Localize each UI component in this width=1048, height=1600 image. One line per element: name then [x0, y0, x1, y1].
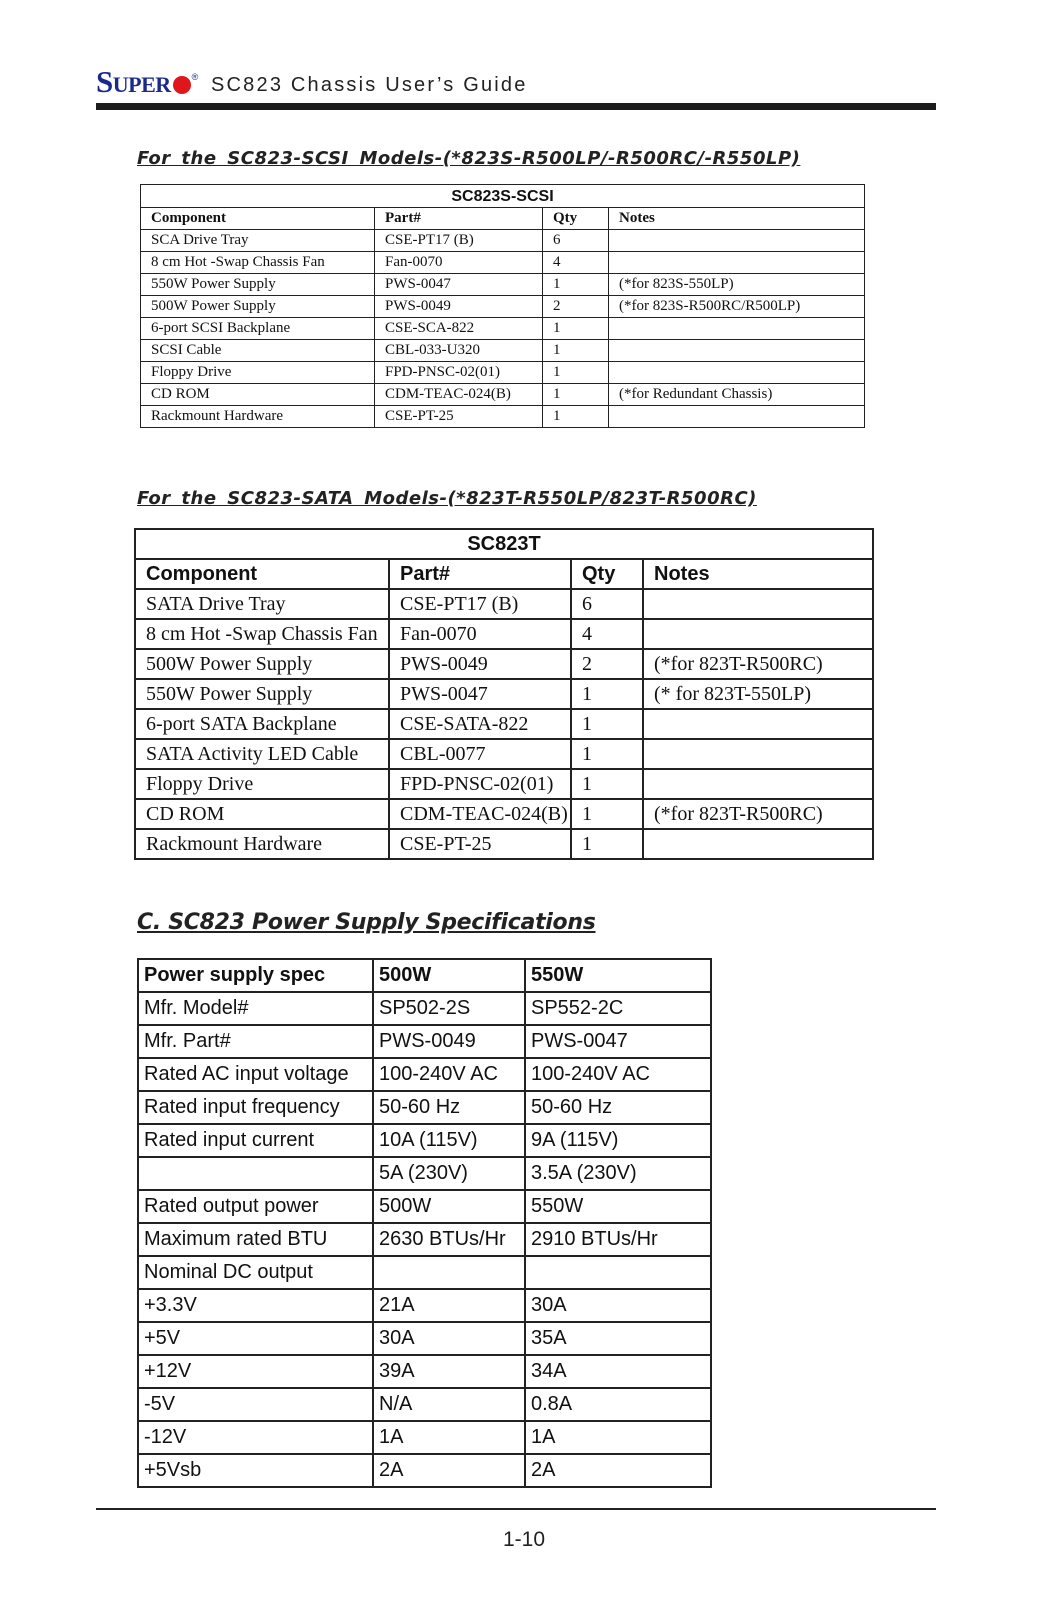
table-caption: SC823T	[135, 529, 873, 559]
table-row	[135, 769, 873, 799]
table-cell: (* for 823T-550LP)	[643, 679, 873, 709]
table-cell: Floppy Drive	[141, 362, 375, 384]
table-cell: CD ROM	[141, 384, 375, 406]
table-cell: SATA Activity LED Cable	[135, 739, 389, 769]
table-row	[138, 1355, 711, 1388]
column-header: Component	[135, 559, 389, 589]
power-spec-heading: C. SC823 Power Supply Specifications	[137, 910, 596, 935]
table-cell: 10A (115V)	[373, 1124, 525, 1157]
table-row	[138, 1124, 711, 1157]
table-cell: 2	[543, 296, 609, 318]
table-row	[138, 1157, 711, 1190]
table-cell: 30A	[525, 1289, 711, 1322]
table-row	[138, 1289, 711, 1322]
table-cell	[643, 739, 873, 769]
table-cell: PWS-0047	[375, 274, 543, 296]
page-header	[96, 66, 936, 106]
column-header: Notes	[643, 559, 873, 589]
table-cell	[373, 1256, 525, 1289]
table-cell: 1	[571, 769, 643, 799]
table-header-row	[138, 959, 711, 992]
table-cell: FPD-PNSC-02(01)	[389, 769, 571, 799]
table-cell: CSE-SATA-822	[389, 709, 571, 739]
table-cell: 100-240V AC	[373, 1058, 525, 1091]
column-header: Power supply spec	[138, 959, 373, 992]
header-rule	[96, 103, 936, 110]
table-cell: Fan-0070	[375, 252, 543, 274]
table-row	[141, 318, 865, 340]
table-cell: 1	[571, 709, 643, 739]
table-cell: 2630 BTUs/Hr	[373, 1223, 525, 1256]
table-cell: SP552-2C	[525, 992, 711, 1025]
table-cell: 1	[543, 384, 609, 406]
table-cell: Rated input frequency	[138, 1091, 373, 1124]
scsi-parts-table	[140, 184, 865, 428]
table-cell: +3.3V	[138, 1289, 373, 1322]
table-cell: CSE-PT17 (B)	[375, 230, 543, 252]
table-cell: Nominal DC output	[138, 1256, 373, 1289]
column-header: Part#	[375, 208, 543, 230]
table-row	[138, 992, 711, 1025]
table-cell: 1A	[373, 1421, 525, 1454]
scsi-section-heading: For the SC823-SCSI Models-(*823S-R500LP/-R500RC/-R550LP)	[137, 148, 801, 169]
column-header: Component	[141, 208, 375, 230]
table-row	[138, 1454, 711, 1487]
table-cell: 6-port SATA Backplane	[135, 709, 389, 739]
table-cell: 550W	[525, 1190, 711, 1223]
table-row	[135, 649, 873, 679]
table-cell: 1	[543, 362, 609, 384]
table-cell: CBL-033-U320	[375, 340, 543, 362]
table-cell: (*for 823T-R500RC)	[643, 649, 873, 679]
table-row	[138, 1256, 711, 1289]
table-row	[138, 1190, 711, 1223]
table-cell: (*for 823T-R500RC)	[643, 799, 873, 829]
table-cell: CSE-PT-25	[375, 406, 543, 428]
table-row	[138, 1025, 711, 1058]
table-cell	[609, 406, 865, 428]
table-row	[141, 384, 865, 406]
table-cell: 6-port SCSI Backplane	[141, 318, 375, 340]
table-row	[135, 679, 873, 709]
table-cell: (*for 823S-R500RC/R500LP)	[609, 296, 865, 318]
table-cell: PWS-0047	[389, 679, 571, 709]
table-cell: 6	[571, 589, 643, 619]
table-cell: +12V	[138, 1355, 373, 1388]
table-cell: -12V	[138, 1421, 373, 1454]
table-cell	[609, 252, 865, 274]
table-cell: Fan-0070	[389, 619, 571, 649]
table-header-row	[135, 559, 873, 589]
table-cell: CSE-PT17 (B)	[389, 589, 571, 619]
table-row	[135, 709, 873, 739]
table-cell: 50-60 Hz	[373, 1091, 525, 1124]
table-cell	[609, 362, 865, 384]
table-row	[141, 362, 865, 384]
table-cell: 5A (230V)	[373, 1157, 525, 1190]
table-cell: 2A	[373, 1454, 525, 1487]
table-cell: Mfr. Model#	[138, 992, 373, 1025]
table-cell: SP502-2S	[373, 992, 525, 1025]
table-row	[138, 1322, 711, 1355]
table-cell: (*for 823S-550LP)	[609, 274, 865, 296]
table-header-row	[141, 208, 865, 230]
table-row	[141, 252, 865, 274]
table-row	[138, 1223, 711, 1256]
table-cell: CSE-SCA-822	[375, 318, 543, 340]
table-cell: 1	[571, 829, 643, 859]
table-cell: Rated AC input voltage	[138, 1058, 373, 1091]
table-cell	[643, 769, 873, 799]
table-row	[141, 230, 865, 252]
table-cell: Maximum rated BTU	[138, 1223, 373, 1256]
table-cell: 500W Power Supply	[135, 649, 389, 679]
table-cell: Mfr. Part#	[138, 1025, 373, 1058]
table-row	[141, 296, 865, 318]
column-header: 500W	[373, 959, 525, 992]
power-spec-table	[137, 958, 712, 1488]
table-cell: 500W Power Supply	[141, 296, 375, 318]
table-cell: 550W Power Supply	[135, 679, 389, 709]
document-title: SC823 Chassis User’s Guide	[211, 74, 528, 96]
table-cell: 1	[543, 274, 609, 296]
table-cell: 4	[571, 619, 643, 649]
table-cell: 9A (115V)	[525, 1124, 711, 1157]
table-cell: 1	[571, 679, 643, 709]
table-cell: CBL-0077	[389, 739, 571, 769]
table-row	[135, 619, 873, 649]
table-cell: 1	[543, 318, 609, 340]
table-row	[141, 274, 865, 296]
table-cell: 35A	[525, 1322, 711, 1355]
table-row	[135, 829, 873, 859]
table-cell	[609, 230, 865, 252]
table-cell: Rated input current	[138, 1124, 373, 1157]
table-cell	[643, 709, 873, 739]
table-row	[141, 406, 865, 428]
column-header: Part#	[389, 559, 571, 589]
table-cell: CDM-TEAC-024(B)	[389, 799, 571, 829]
table-cell: 100-240V AC	[525, 1058, 711, 1091]
table-cell: 2A	[525, 1454, 711, 1487]
table-row	[135, 799, 873, 829]
table-cell: Rated output power	[138, 1190, 373, 1223]
table-cell: 8 cm Hot -Swap Chassis Fan	[135, 619, 389, 649]
table-cell: 0.8A	[525, 1388, 711, 1421]
table-cell: SCSI Cable	[141, 340, 375, 362]
table-cell: (*for Redundant Chassis)	[609, 384, 865, 406]
table-row	[138, 1388, 711, 1421]
table-cell: 1	[571, 799, 643, 829]
table-cell: 3.5A (230V)	[525, 1157, 711, 1190]
table-cell: 2	[571, 649, 643, 679]
table-cell: 2910 BTUs/Hr	[525, 1223, 711, 1256]
table-cell: CD ROM	[135, 799, 389, 829]
table-cell: 1	[543, 406, 609, 428]
table-cell: 8 cm Hot -Swap Chassis Fan	[141, 252, 375, 274]
table-cell: 1	[571, 739, 643, 769]
table-cell	[525, 1256, 711, 1289]
table-cell: +5Vsb	[138, 1454, 373, 1487]
table-cell	[609, 318, 865, 340]
table-row	[138, 1058, 711, 1091]
table-cell: N/A	[373, 1388, 525, 1421]
table-cell: 1A	[525, 1421, 711, 1454]
table-cell	[643, 619, 873, 649]
supermicro-logo: SUPER ®	[96, 64, 199, 99]
table-cell: 50-60 Hz	[525, 1091, 711, 1124]
table-row	[138, 1421, 711, 1454]
table-caption: SC823S-SCSI	[141, 185, 865, 208]
table-cell: -5V	[138, 1388, 373, 1421]
sata-parts-table	[134, 528, 874, 860]
table-cell: Floppy Drive	[135, 769, 389, 799]
table-cell: PWS-0049	[389, 649, 571, 679]
table-row	[138, 1091, 711, 1124]
column-header: 550W	[525, 959, 711, 992]
table-row	[135, 589, 873, 619]
table-cell: 34A	[525, 1355, 711, 1388]
column-header: Notes	[609, 208, 865, 230]
sata-section-heading: For the SC823-SATA Models-(*823T-R550LP/823T-R500RC)	[137, 488, 757, 509]
table-cell: 4	[543, 252, 609, 274]
table-cell: CSE-PT-25	[389, 829, 571, 859]
footer-rule	[96, 1508, 936, 1510]
table-cell: SCA Drive Tray	[141, 230, 375, 252]
table-cell: Rackmount Hardware	[135, 829, 389, 859]
table-cell: SATA Drive Tray	[135, 589, 389, 619]
table-cell	[643, 589, 873, 619]
table-cell: Rackmount Hardware	[141, 406, 375, 428]
table-cell: 30A	[373, 1322, 525, 1355]
table-cell	[138, 1157, 373, 1190]
table-cell: FPD-PNSC-02(01)	[375, 362, 543, 384]
table-cell	[609, 340, 865, 362]
table-cell: 550W Power Supply	[141, 274, 375, 296]
table-cell: 1	[543, 340, 609, 362]
table-cell: CDM-TEAC-024(B)	[375, 384, 543, 406]
table-cell: 500W	[373, 1190, 525, 1223]
table-cell: PWS-0049	[373, 1025, 525, 1058]
logo-red-dot-icon	[173, 76, 191, 94]
table-cell: 39A	[373, 1355, 525, 1388]
table-cell: 21A	[373, 1289, 525, 1322]
table-cell	[643, 829, 873, 859]
table-cell: PWS-0047	[525, 1025, 711, 1058]
table-cell: 6	[543, 230, 609, 252]
column-header: Qty	[543, 208, 609, 230]
table-cell: +5V	[138, 1322, 373, 1355]
table-row	[141, 340, 865, 362]
table-row	[135, 739, 873, 769]
table-cell: PWS-0049	[375, 296, 543, 318]
page-number: 1-10	[502, 1528, 546, 1551]
column-header: Qty	[571, 559, 643, 589]
